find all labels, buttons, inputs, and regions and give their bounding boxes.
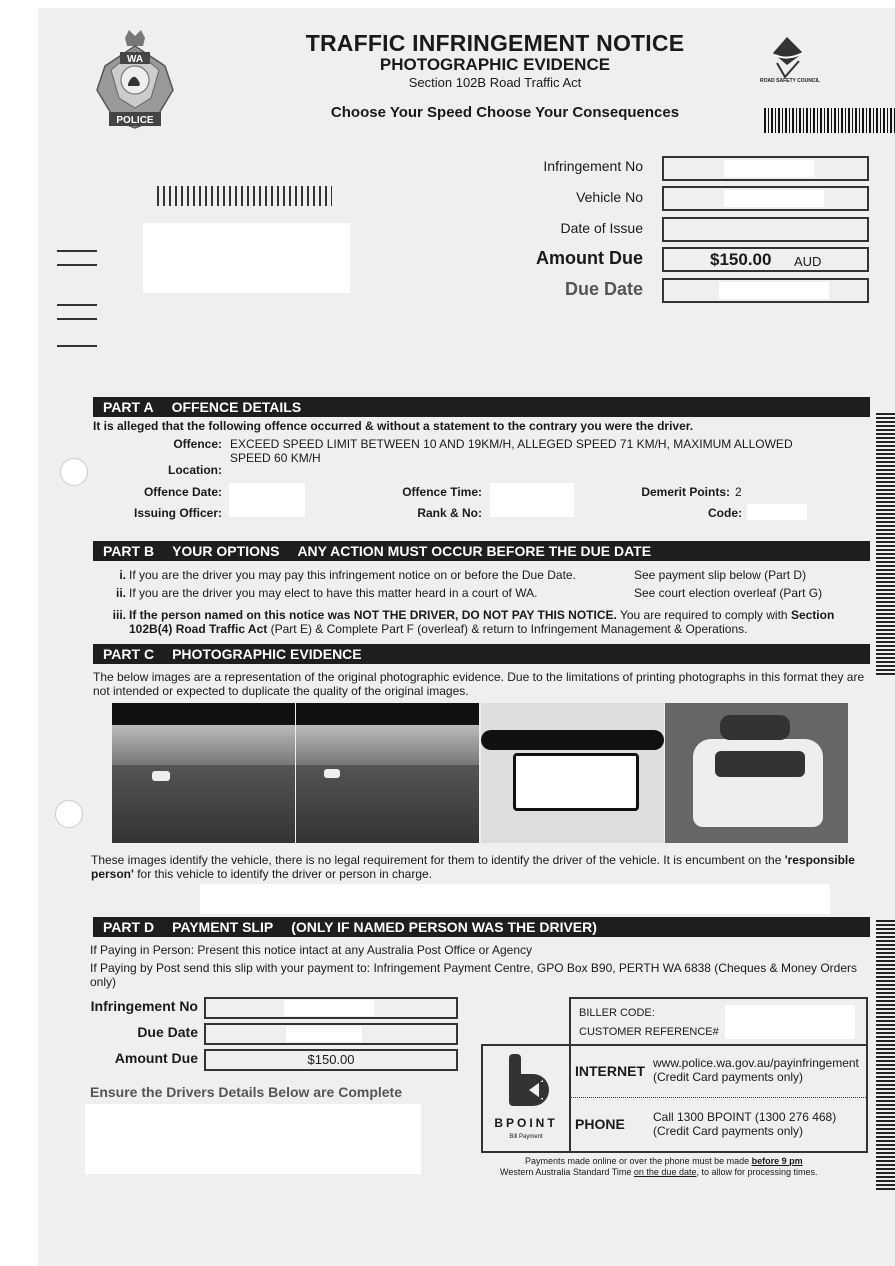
logo-text-police: POLICE <box>116 115 154 126</box>
drivers-details-note: Ensure the Drivers Details Below are Complete <box>90 1084 402 1100</box>
payment-time-note <box>500 1156 870 1178</box>
slip-infringement-no-field <box>204 997 458 1019</box>
fold-mark <box>57 318 97 320</box>
offence-date-label: Offence Date: <box>143 485 222 499</box>
option-3-text-1: You are required to comply with <box>616 608 791 622</box>
fold-mark <box>57 250 97 252</box>
slip-due-date-label: Due Date <box>137 1024 198 1040</box>
offence-date-redacted <box>229 483 305 517</box>
note-underline: on the due date <box>633 1167 697 1177</box>
postal-barcode <box>157 186 332 206</box>
part-c-header <box>93 644 870 664</box>
part-d-subheading: (ONLY IF NAMED PERSON WAS THE DRIVER) <box>291 919 597 935</box>
code-redacted <box>747 504 807 520</box>
part-b-header <box>93 541 870 561</box>
biller-code-label: BILLER CODE: <box>579 1007 655 1019</box>
bpoint-logo-icon <box>503 1052 551 1112</box>
customer-reference-label: CUSTOMER REFERENCE# <box>579 1026 719 1038</box>
part-b-heading: YOUR OPTIONS <box>172 543 280 559</box>
barcode <box>764 108 895 133</box>
option-1-ref: See payment slip below (Part D) <box>634 568 807 582</box>
drivers-details-redacted <box>85 1104 421 1174</box>
demerit-points-value: 2 <box>735 485 742 499</box>
phone-note: (Credit Card payments only) <box>653 1124 804 1138</box>
biller-redacted <box>725 1005 855 1039</box>
slip-amount-due-value: $150.00 <box>307 1052 355 1067</box>
option-3-bold: If the person named on this notice was NOT THE DRIVER, DO NOT PAY THIS NOTICE. <box>129 608 617 622</box>
offence-time-redacted <box>490 483 574 517</box>
part-d-heading: PAYMENT SLIP <box>172 919 274 935</box>
option-2-text: If you are the driver you may elect to have this matter heard in a court of WA. <box>129 586 538 600</box>
part-a-header <box>93 397 870 417</box>
internet-url: www.police.wa.gov.au/payinfringement <box>653 1056 859 1070</box>
offence-value: EXCEED SPEED LIMIT BETWEEN 10 AND 19KM/H, ALLEGED SPEED 71 KM/H, MAXIMUM ALLOWED SPEED 60 KM/H <box>230 437 793 465</box>
infringement-no-label: Infringement No <box>543 158 643 174</box>
amount-due-field <box>662 247 869 272</box>
note-text-2: Western Australia Standard Time <box>500 1167 634 1177</box>
logo-text-wa: WA <box>126 54 144 65</box>
part-d-label: PART D <box>103 919 155 935</box>
slip-amount-due-field <box>204 1049 458 1071</box>
vehicle-no-field <box>662 186 869 211</box>
fold-mark <box>57 345 97 347</box>
note-text-1: Payments made online or over the phone must be made <box>525 1156 752 1166</box>
phone-text: Call 1300 BPOINT (1300 276 468) <box>653 1110 837 1124</box>
wa-police-crest-logo <box>95 28 175 133</box>
pay-by-post-text: If Paying by Post send this slip with your payment to: Infringement Payment Centre, GPO Box B90, PERTH WA 6838 (Cheques & Money Orders only) <box>90 961 858 989</box>
road-safety-council-text: ROAD SAFETY COUNCIL <box>760 78 820 84</box>
option-1-num: i. <box>119 568 126 582</box>
notice-subtitle: PHOTOGRAPHIC EVIDENCE <box>379 55 611 74</box>
part-c-label: PART C <box>103 646 155 662</box>
divider <box>571 1097 866 1098</box>
evidence-photo-1 <box>112 703 295 843</box>
option-1-text: If you are the driver you may pay this infringement notice on or before the Due Date. <box>129 568 576 582</box>
amount-due-value: $150.00 <box>710 250 772 269</box>
bpoint-subtitle: Bill Payment <box>509 1134 543 1140</box>
part-c-footer-text-1: These images identify the vehicle, there is no legal requirement for them to identify the driver of the vehicle. It is encumbent on the <box>91 853 785 867</box>
part-c-footer <box>91 853 871 881</box>
internet-label: INTERNET <box>575 1063 645 1079</box>
offence-time-label: Offence Time: <box>402 485 482 499</box>
part-a-label: PART A <box>103 399 154 415</box>
option-3-num: iii. <box>112 608 126 622</box>
part-c-footer-text-2: for this vehicle to identify the driver or person in charge. <box>133 867 433 881</box>
option-2-ref: See court election overleaf (Part G) <box>634 586 823 600</box>
part-a-heading: OFFENCE DETAILS <box>171 399 302 415</box>
date-of-issue-label: Date of Issue <box>560 220 643 236</box>
evidence-vehicle-rear <box>665 703 848 843</box>
amount-due-label: Amount Due <box>536 248 643 268</box>
redacted-area <box>200 884 830 914</box>
notice-title: TRAFFIC INFRINGEMENT NOTICE <box>305 30 685 56</box>
option-2-num: ii. <box>115 586 126 600</box>
internet-note: (Credit Card payments only) <box>653 1070 804 1084</box>
part-c-intro: The below images are a representation of the original photographic evidence. Due to the limitations of printing photographs in this format they are not intended or expected to duplicate the quality of the original images. <box>93 670 865 698</box>
edge-barcode <box>876 413 895 675</box>
biller-info-box <box>569 997 868 1047</box>
part-b-label: PART B <box>103 543 155 559</box>
date-of-issue-field <box>662 217 869 242</box>
amount-due-currency: AUD <box>794 254 822 269</box>
due-date-label: Due Date <box>564 279 643 299</box>
infringement-no-field <box>662 156 869 181</box>
edge-barcode <box>876 920 895 1190</box>
part-b-subheading: ANY ACTION MUST OCCUR BEFORE THE DUE DATE <box>297 543 652 559</box>
pay-in-person-text: If Paying in Person: Present this notice intact at any Australia Post Office or Agency <box>90 943 533 957</box>
rank-no-label: Rank & No: <box>417 506 482 520</box>
issuing-officer-label: Issuing Officer: <box>133 506 222 520</box>
bpoint-brand: BPOINT <box>494 1116 558 1130</box>
slip-infringement-no-label: Infringement No <box>90 998 198 1014</box>
code-label: Code: <box>708 506 742 520</box>
offence-label: Offence: <box>173 437 222 451</box>
location-label: Location: <box>168 463 222 477</box>
option-3-section: Section 102B(4) Road Traffic Act <box>129 608 835 636</box>
part-c-footer-bold: 'responsible person' <box>91 853 855 881</box>
notice-act: Section 102B Road Traffic Act <box>408 75 582 90</box>
part-c-heading: PHOTOGRAPHIC EVIDENCE <box>172 646 362 662</box>
evidence-photo-2 <box>296 703 479 843</box>
option-3-text-2: (Part E) & Complete Part F (overleaf) & return to Infringement Management & Operations. <box>267 622 748 636</box>
due-date-field <box>662 278 869 303</box>
phone-label: PHONE <box>575 1116 625 1132</box>
notice-tagline: Choose Your Speed Choose Your Consequences <box>330 104 680 121</box>
part-a-intro: It is alleged that the following offence occurred & without a statement to the contrary you were the driver. <box>93 419 694 433</box>
demerit-points-label: Demerit Points: <box>641 485 730 499</box>
fold-mark <box>57 304 97 306</box>
punch-hole <box>60 458 88 486</box>
slip-due-date-field <box>204 1023 458 1045</box>
fold-mark <box>57 264 97 266</box>
bpoint-box <box>481 1044 868 1153</box>
slip-amount-due-label: Amount Due <box>114 1050 198 1066</box>
option-3-text <box>129 608 859 636</box>
address-redacted <box>143 223 350 293</box>
vehicle-no-label: Vehicle No <box>576 189 643 205</box>
evidence-plate-closeup <box>481 703 664 843</box>
note-bold: before 9 pm <box>751 1156 803 1166</box>
punch-hole <box>55 800 83 828</box>
note-text-3: , to allow for processing times. <box>696 1167 818 1177</box>
part-d-header <box>93 917 870 937</box>
